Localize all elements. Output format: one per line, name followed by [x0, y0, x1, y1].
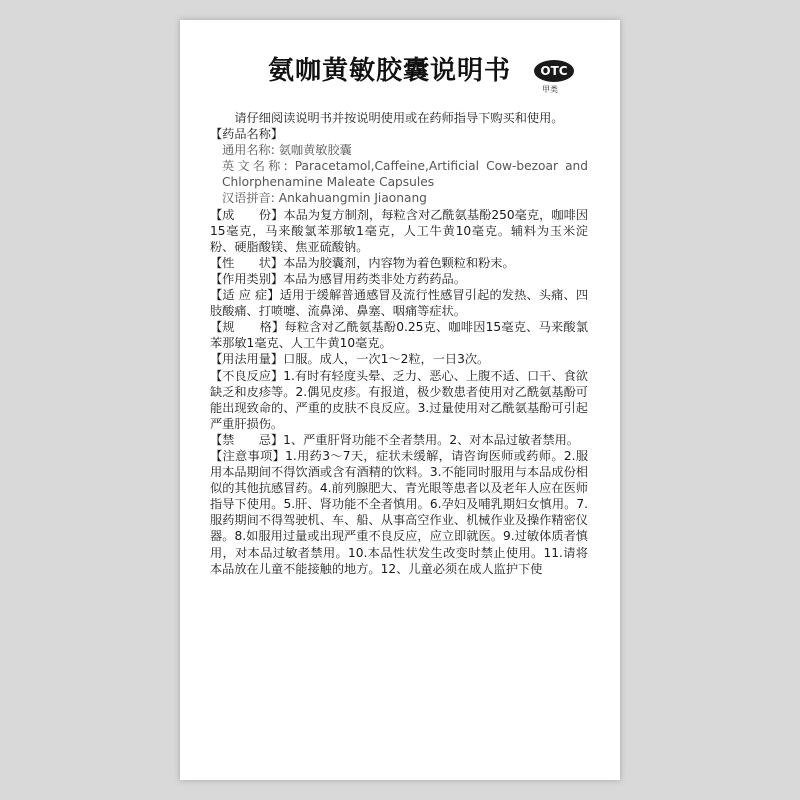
generic-name-row	[210, 142, 588, 158]
section-label: 【不良反应】	[210, 368, 284, 383]
generic-name-label: 通用名称:	[222, 143, 275, 158]
leaflet-sheet	[180, 20, 620, 780]
section-label: 【注意事项】	[210, 448, 286, 463]
section-text: 适用于缓解普通感冒及流行性感冒引起的发热、头痛、四肢酸痛、打喷嚏、流鼻涕、鼻塞、咽痛等症状。	[210, 288, 589, 319]
section-label-name: 【药品名称】	[210, 127, 284, 142]
section-text: 每粒含对乙酰氨基酚0.25克、咖啡因15毫克、马来酸氯苯那敏1毫克、人工牛黄10毫克。	[210, 320, 589, 351]
section-label: 【性 状】	[210, 255, 284, 270]
section-properties	[210, 255, 588, 271]
generic-name-value: 氨咖黄敏胶囊	[278, 143, 352, 158]
pinyin-label: 汉语拼音:	[222, 191, 275, 206]
section-dosage	[210, 351, 588, 367]
section-composition	[210, 207, 588, 255]
otc-badge: OTC	[534, 60, 574, 82]
section-text: 本品为复方制剂，每粒含对乙酰氨基酚250毫克，咖啡因15毫克，马来酸氯苯那敏1毫克，人工牛黄10毫克。辅料为玉米淀粉、硬脂酸镁、焦亚硫酸钠。	[210, 207, 589, 254]
section-label: 【禁 忌】	[210, 432, 284, 447]
section-text: 口服。成人，一次1～2粒，一日3次。	[283, 352, 490, 367]
otc-category: 甲类	[542, 85, 558, 94]
section-specification	[210, 319, 588, 351]
section-text: 本品为胶囊剂，内容物为着色颗粒和粉末。	[283, 255, 515, 270]
english-name-value: Paracetamol,Caffeine,Artificial Cow-bezoar and Chlorphenamine Maleate Capsules	[222, 159, 588, 190]
section-label: 【用法用量】	[210, 352, 284, 367]
section-contraindications	[210, 432, 588, 448]
section-label: 【适 应 症】	[210, 288, 280, 303]
section-text: 1.用药3～7天，症状未缓解，请咨询医师或药师。2.服用本品期间不得饮酒或含有酒精的饮料。3.不能同时服用与本品成份相似的其他抗感冒药。4.前列腺肥大、青光眼等患者以及老年人应在医师指导下使用。5.肝、肾功能不全者慎用。6.孕妇及哺乳期妇女慎用。7.服药期间不得驾驶机、车、船、从事高空作业、机械作业及操作精密仪器。8.如服用过量或出现严重不良反应，应立即就医。9.过敏体质者慎用，对本品过敏者禁用。10.本品性状发生改变时禁止使用。11.请将本品放在儿童不能接触的地方。12、儿童必须在成人监护下使	[210, 448, 589, 576]
pinyin-row	[210, 190, 588, 206]
english-name-row	[210, 158, 588, 190]
section-text: 本品为感冒用药类非处方药药品。	[283, 271, 466, 286]
section-label: 【作用类别】	[210, 271, 284, 286]
section-label: 【规 格】	[210, 320, 285, 335]
english-name-label: 英文名称:	[222, 159, 288, 174]
section-category	[210, 271, 588, 287]
section-adverse-reactions	[210, 368, 588, 432]
intro-text: 请仔细阅读说明书并按说明使用或在药师指导下购买和使用。	[234, 111, 564, 125]
pinyin-value: Ankahuangmin Jiaonang	[278, 191, 427, 206]
section-precautions	[210, 448, 588, 577]
section-indications	[210, 287, 588, 319]
section-text: 1.有时有轻度头晕、乏力、恶心、上腹不适、口干、食欲缺乏和皮疹等。2.偶见皮疹。有报道，极少数患者使用对乙酰氨基酚可能出现致命的、严重的皮肤不良反应。3.过量使用对乙酰氨基酚可引起严重肝损伤。	[210, 368, 588, 431]
leaflet-body	[210, 110, 588, 577]
section-label: 【成 份】	[210, 207, 284, 222]
section-text: 1、严重肝肾功能不全者禁用。2、对本品过敏者禁用。	[283, 432, 579, 447]
document-title: 氨咖黄敏胶囊说明书	[268, 56, 512, 86]
